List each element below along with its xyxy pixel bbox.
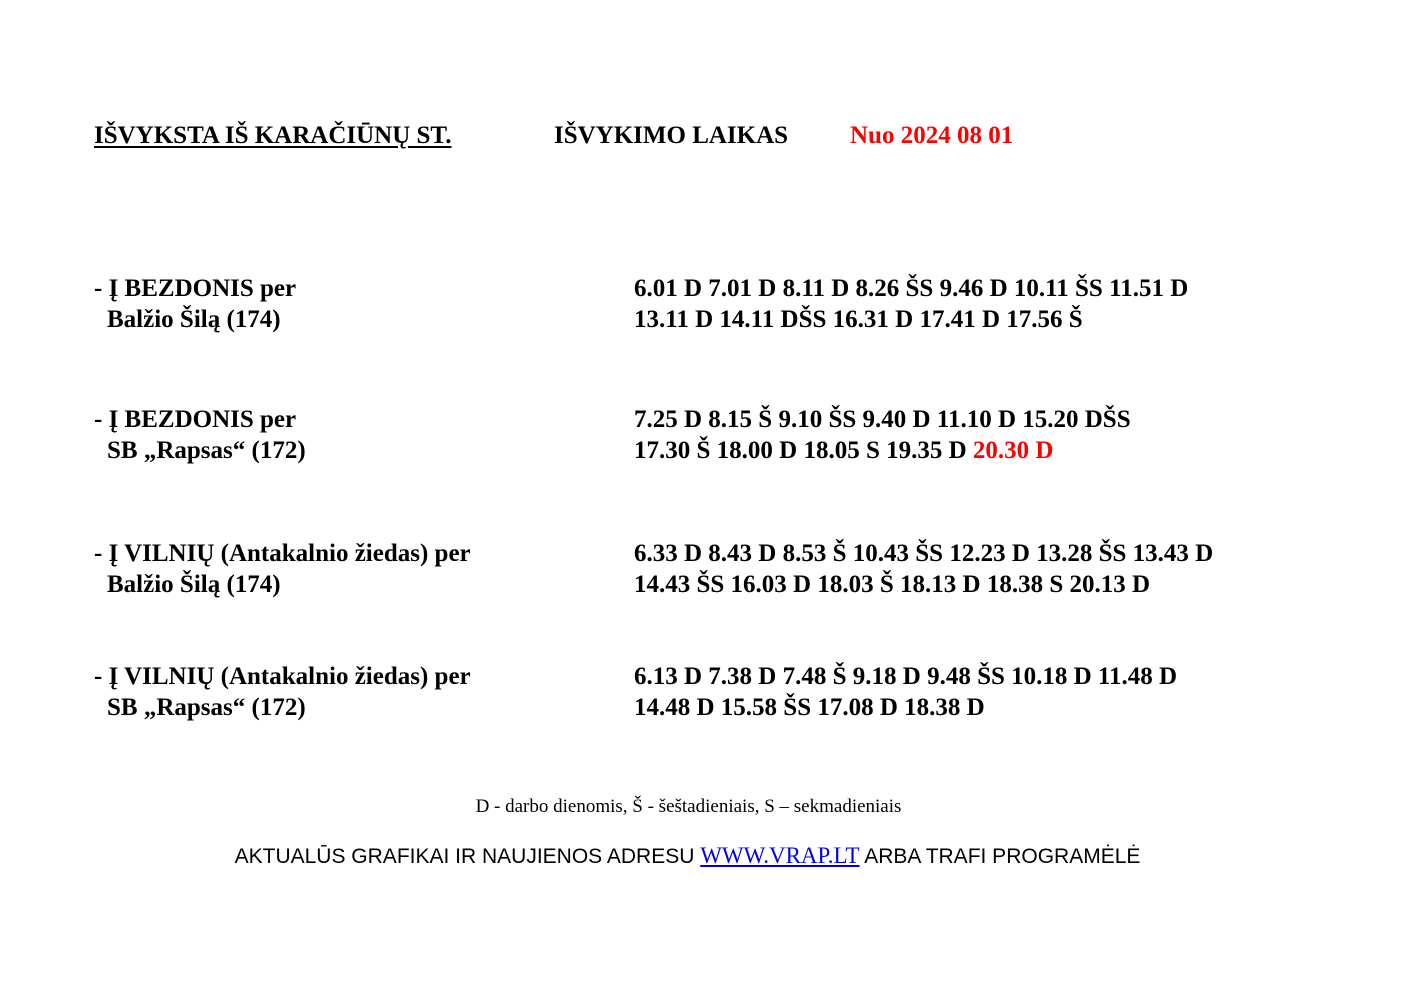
route-departure-times (634, 404, 1374, 466)
departure-time-heading: IŠVYKIMO LAIKAS (554, 122, 789, 149)
route-vilnius-174 (0, 538, 1403, 602)
times-line-2: 14.48 D 15.58 ŠS 17.08 D 18.38 D (634, 694, 985, 721)
times-line-2 (634, 435, 1374, 466)
route-destination: - Į BEZDONIS per (94, 406, 297, 433)
times-line-2: 13.11 D 14.11 DŠS 16.31 D 17.41 D 17.56 Š (634, 306, 1083, 333)
route-vilnius-172 (0, 661, 1403, 725)
times-line-2: 14.43 ŠS 16.03 D 18.03 Š 18.13 D 18.38 S 20.13 D (634, 571, 1151, 598)
route-via: SB „Rapsas“ (172) (107, 694, 306, 721)
times-line-1: 6.13 D 7.38 D 7.48 Š 9.18 D 9.48 ŠS 10.18 D 11.48 D (634, 663, 1178, 690)
route-bezdonis-172 (0, 404, 1403, 468)
route-name (94, 273, 614, 335)
route-departure-times (634, 273, 1374, 335)
route-name (94, 538, 614, 600)
times-line-1: 6.33 D 8.43 D 8.53 Š 10.43 ŠS 12.23 D 13.28 ŠS 13.43 D (634, 540, 1214, 567)
legend-text: D - darbo dienomis, Š - šeštadieniais, S – sekmadieniais (475, 796, 902, 817)
route-bezdonis-174 (0, 273, 1403, 337)
day-code-legend (0, 795, 1403, 819)
footer-text (235, 845, 1141, 868)
route-via: Balžio Šilą (174) (107, 571, 281, 598)
route-via: Balžio Šilą (174) (107, 306, 281, 333)
footer-text-after: ARBA TRAFI PROGRAMĖLĖ (859, 845, 1141, 868)
route-destination: - Į BEZDONIS per (94, 275, 297, 302)
route-departure-times (634, 661, 1374, 723)
route-via: SB „Rapsas“ (172) (107, 437, 306, 464)
times-line-1: 7.25 D 8.15 Š 9.10 ŠS 9.40 D 11.10 D 15.20 DŠS (634, 406, 1131, 433)
route-departure-times (634, 538, 1374, 600)
departure-station-title: IŠVYKSTA IŠ KARAČIŪNŲ ST. (94, 122, 452, 149)
schedule-header (0, 118, 1403, 154)
footer-text-before: AKTUALŪS GRAFIKAI IR NAUJIENOS ADRESU (234, 845, 701, 868)
times-line-1: 6.01 D 7.01 D 8.11 D 8.26 ŠS 9.46 D 10.11 ŠS 11.51 D (634, 275, 1189, 302)
route-destination: - Į VILNIŲ (Antakalnio žiedas) per (94, 540, 471, 567)
new-departure-highlight: 20.30 D (972, 437, 1054, 464)
route-name (94, 661, 614, 723)
footer-notice (0, 842, 1403, 871)
valid-from-date: Nuo 2024 08 01 (850, 122, 1014, 149)
times-line-2-regular: 17.30 Š 18.00 D 18.05 S 19.35 D (634, 437, 973, 464)
route-destination: - Į VILNIŲ (Antakalnio žiedas) per (94, 663, 471, 690)
website-link[interactable]: WWW.VRAP.LT (700, 843, 860, 868)
route-name (94, 404, 614, 466)
